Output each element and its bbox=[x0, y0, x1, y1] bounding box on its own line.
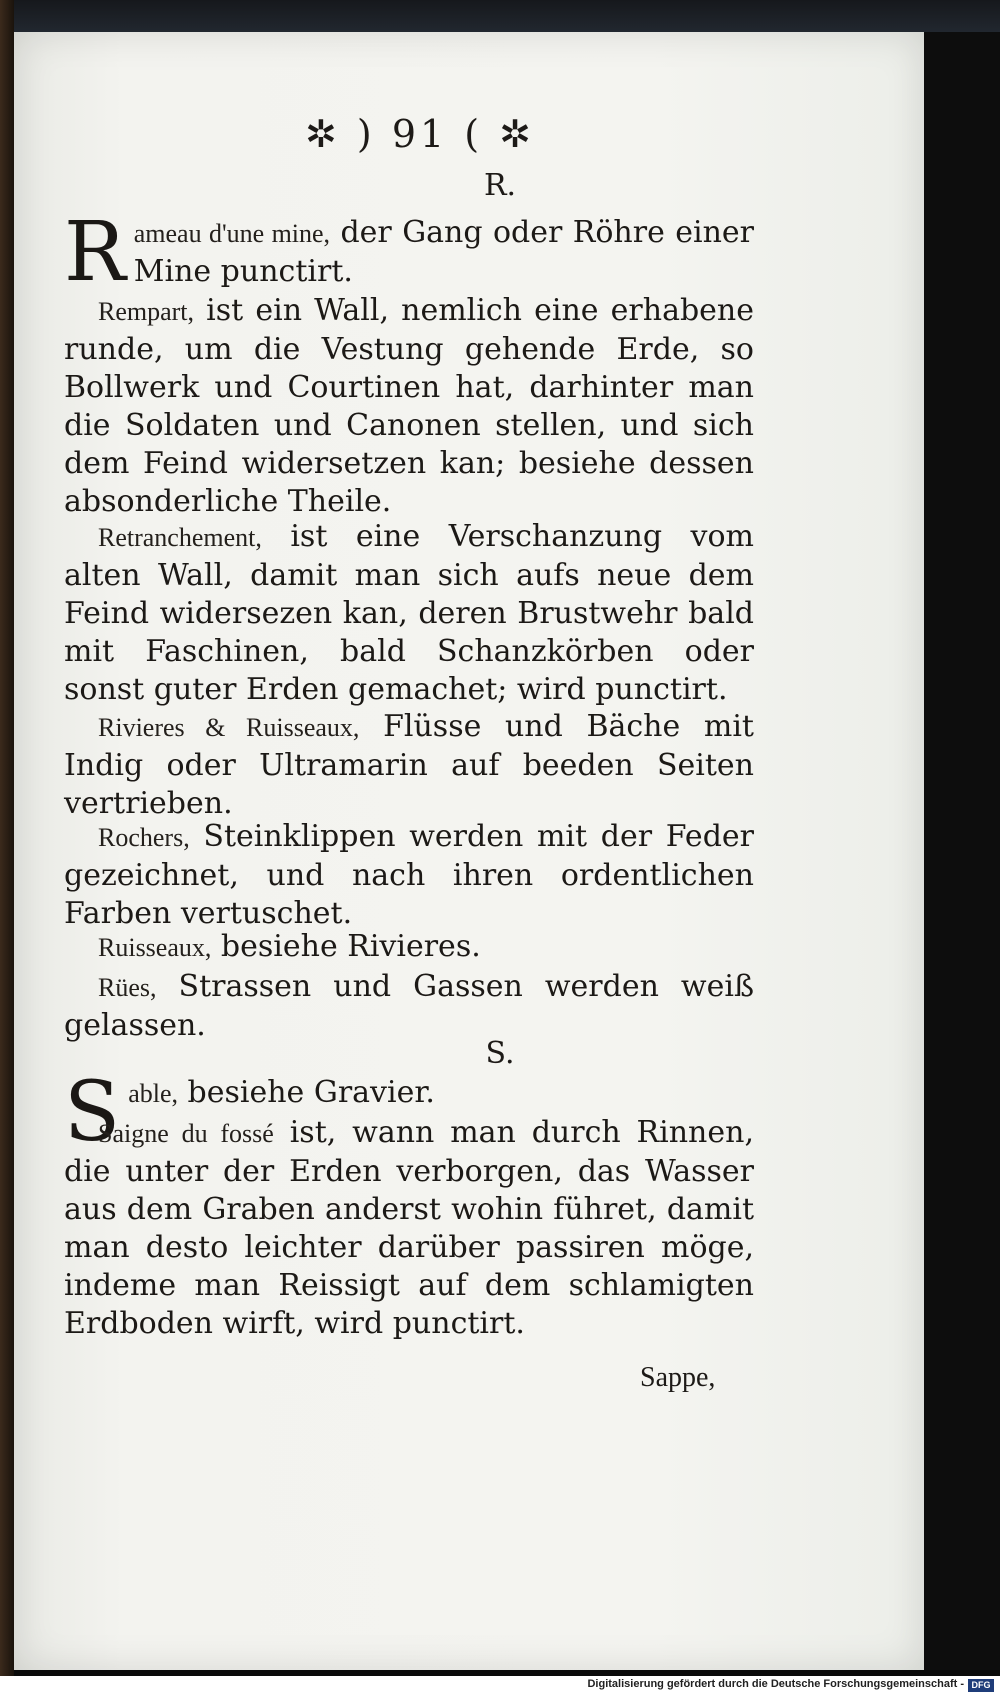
catchword: Sappe, bbox=[640, 1362, 716, 1393]
entry-term: ameau d'une mine, bbox=[133, 219, 331, 248]
entry-term: Saigne du fossé bbox=[98, 1119, 274, 1148]
entry-rivieres bbox=[64, 708, 754, 823]
entry-term: Rochers, bbox=[98, 823, 190, 852]
book-cover-top bbox=[0, 0, 1000, 34]
book-spine-edge bbox=[0, 0, 14, 1696]
page-header: ✲ ) 91 ( ✲ bbox=[305, 112, 535, 156]
page-shadow-edge bbox=[924, 32, 1000, 1670]
footer-credit: Digitalisierung gefördert durch die Deutsche Forschungsgemeinschaft - bbox=[587, 1678, 964, 1690]
section-heading-r: R. bbox=[483, 168, 517, 203]
entry-rochers bbox=[64, 818, 754, 933]
entry-text: der Gang oder Röhre einer Mine punctirt. bbox=[133, 215, 754, 289]
entry-retranchement bbox=[64, 518, 754, 709]
entry-rempart bbox=[64, 292, 754, 521]
entry-text: Steinklippen werden mit der Feder gezeichnet, und nach ihren ordentlichen Farben vertuschet. bbox=[64, 819, 754, 931]
entry-rues bbox=[64, 968, 754, 1045]
entry-ruisseaux bbox=[64, 928, 754, 967]
entry-term: Retranchement, bbox=[98, 523, 262, 552]
entry-text: Flüsse und Bäche mit Indig oder Ultramarin auf beeden Seiten vertrieben. bbox=[64, 709, 754, 821]
dropcap-r: R bbox=[64, 205, 126, 300]
footer-bar bbox=[0, 1676, 1000, 1696]
dfg-logo: DFG bbox=[968, 1679, 994, 1692]
entry-rameau bbox=[64, 205, 754, 300]
entry-term: Rivieres & Ruisseaux, bbox=[98, 713, 360, 742]
entry-term: Rües, bbox=[98, 973, 157, 1002]
entry-term: Ruisseaux, bbox=[98, 933, 212, 962]
entry-text: besiehe Rivieres. bbox=[211, 929, 481, 964]
entry-text: ist ein Wall, nemlich eine erhabene runde, um die Vestung gehende Erde, so Bollwerk und Courtinen hat, darhinter man die Soldaten und Canonen stellen, und sich dem Feind widersetzen kan; besiehe dessen absonderliche Theile. bbox=[64, 293, 754, 519]
section-heading-s: S. bbox=[485, 1036, 515, 1071]
entry-text: ist, wann man durch Rinnen, die unter der Erden verborgen, das Wasser aus dem Graben anderst wohin führet, damit man desto leichter darüber passiren möge, indeme man Reissigt auf dem schlamigten Erdboden wirft, wird punctirt. bbox=[64, 1115, 754, 1341]
entry-text: besiehe Gravier. bbox=[178, 1075, 435, 1110]
entry-saigne bbox=[64, 1114, 754, 1343]
dropcap-s: S bbox=[64, 1065, 121, 1160]
entry-text: ist eine Verschanzung vom alten Wall, damit man sich aufs neue dem Feind widersezen kan, deren Brustwehr bald mit Faschinen, bald Schanzkörben oder sonst guter Erden gemachet; wird punctirt. bbox=[64, 519, 754, 707]
entry-term: able, bbox=[128, 1079, 178, 1108]
entry-text: Strassen und Gassen werden weiß gelassen. bbox=[64, 969, 754, 1043]
entry-term: Rempart, bbox=[98, 297, 195, 326]
